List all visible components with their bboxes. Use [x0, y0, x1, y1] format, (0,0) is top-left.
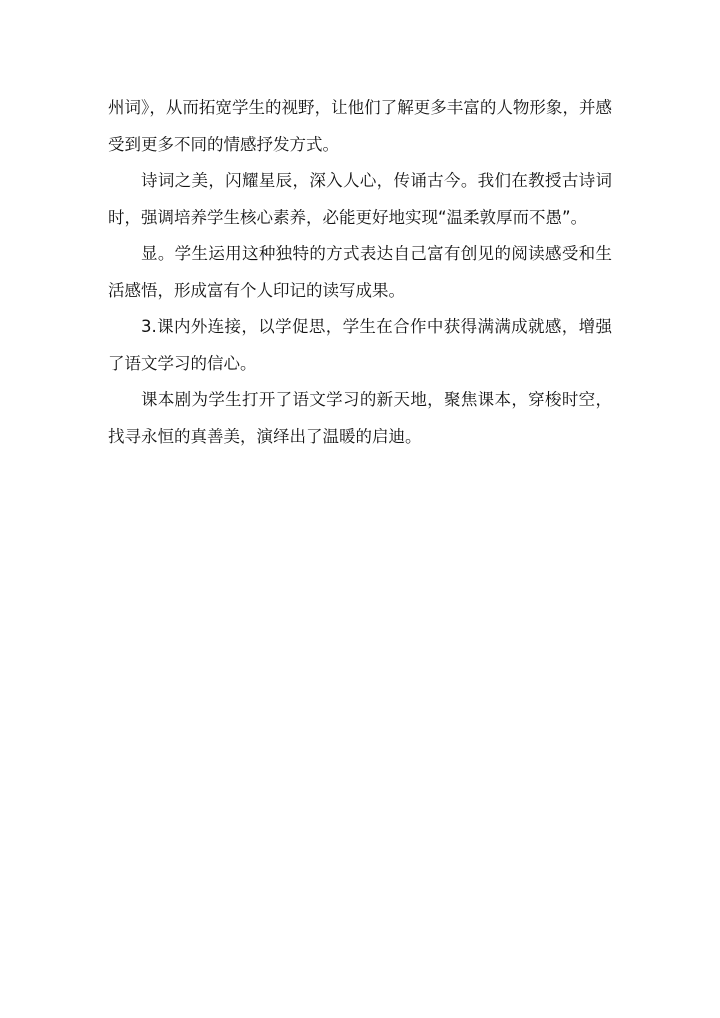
paragraph-point-3: 3.课内外连接，以学促思，学生在合作中获得满满成就感，增强了语文学习的信心。	[108, 317, 612, 373]
document-body	[108, 90, 612, 455]
paragraph-reading-expression: 显。学生运用这种独特的方式表达自己富有创见的阅读感受和生活感悟，形成富有个人印记的读写成果。	[108, 244, 612, 300]
paragraph-conclusion: 课本剧为学生打开了语文学习的新天地，聚焦课本，穿梭时空，找寻永恒的真善美，演绎出了温暖的启迪。	[108, 390, 612, 446]
paragraph-continuation: 州词》，从而拓宽学生的视野，让他们了解更多丰富的人物形象，并感受到更多不同的情感抒发方式。	[108, 98, 612, 154]
paragraph-poetry-beauty: 诗词之美，闪耀星辰，深入人心，传诵古今。我们在教授古诗词时，强调培养学生核心素养，必能更好地实现“温柔敦厚而不愚”。	[108, 171, 612, 227]
